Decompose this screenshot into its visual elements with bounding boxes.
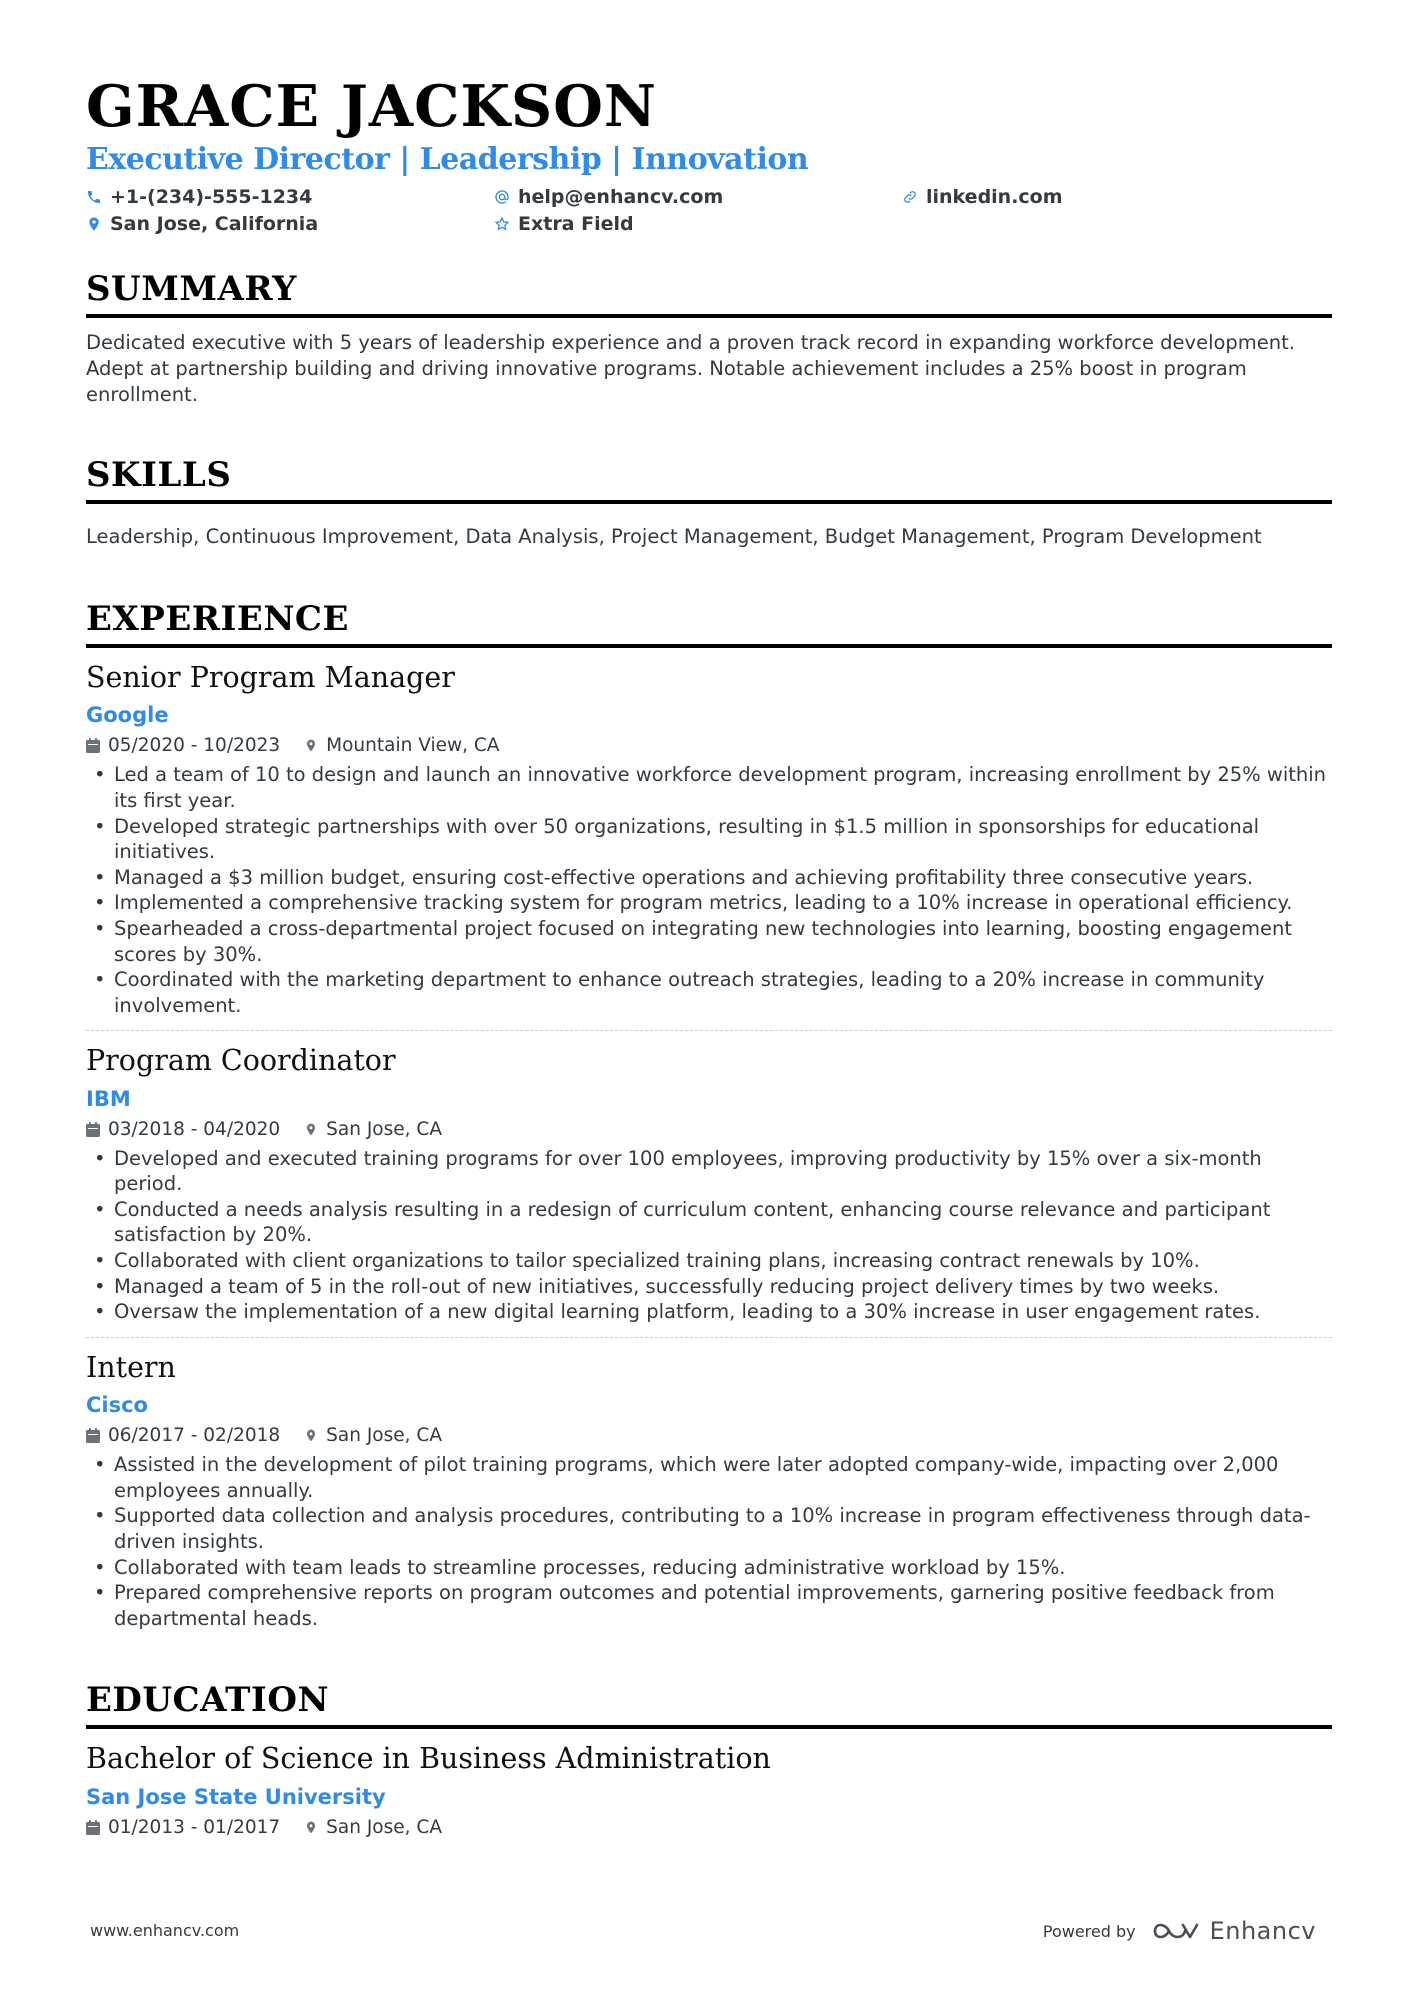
experience-section — [86, 599, 1332, 1631]
link-icon — [902, 189, 918, 205]
job-divider — [86, 1337, 1332, 1338]
job-location — [304, 1425, 442, 1446]
contact-phone[interactable] — [86, 186, 312, 208]
enhancv-logo-icon — [1152, 1919, 1200, 1943]
education-location — [304, 1817, 442, 1838]
job-meta — [86, 1425, 1332, 1446]
calendar-icon — [86, 738, 100, 753]
powered-by-text: Powered by — [1042, 1921, 1136, 1941]
location-pin-icon — [304, 738, 318, 753]
experience-heading: EXPERIENCE — [86, 602, 1332, 648]
bullet-item: • Led a team of 10 to design and launch an innovative workforce development program, increasing enrollment by 25% within its first year. — [86, 762, 1332, 813]
brand-text: Enhancv — [1209, 1917, 1316, 1945]
education-heading: EDUCATION — [86, 1683, 1332, 1729]
education-section — [86, 1680, 1332, 1838]
bullet-item: • Assisted in the development of pilot training programs, which were later adopted company-wide, impacting over 2,000 employees annually. — [86, 1452, 1332, 1503]
job-title: Program Coordinator — [86, 1044, 396, 1078]
degree-title: Bachelor of Science in Business Administration — [86, 1742, 771, 1776]
contact-linkedin[interactable] — [902, 186, 1063, 208]
linkedin-text: linkedin.com — [926, 186, 1063, 208]
bullet-item: • Spearheaded a cross-departmental project focused on integrating new technologies into learning, boosting engagement scores by 30%. — [86, 916, 1332, 967]
company-name[interactable]: IBM — [86, 1086, 131, 1111]
summary-section — [86, 269, 1332, 408]
job-bullets — [86, 1146, 1332, 1325]
location-pin-icon — [304, 1122, 318, 1137]
education-meta — [86, 1817, 1332, 1838]
footer-branding — [1043, 1917, 1316, 1945]
candidate-name: GRACE JACKSON — [86, 73, 657, 140]
job-title: Intern — [86, 1350, 176, 1384]
extra-text: Extra Field — [518, 213, 634, 235]
dates-text: 05/2020 - 10/2023 — [108, 735, 281, 757]
location-pin-icon — [304, 1428, 318, 1443]
dates-text: 03/2018 - 04/2020 — [108, 1118, 281, 1140]
job-entry — [86, 1045, 1332, 1338]
bullet-item: • Developed and executed training programs for over 100 employees, improving productivity by 15% over a six-month period. — [86, 1146, 1332, 1197]
company-name[interactable]: Cisco — [86, 1393, 148, 1418]
job-location — [304, 735, 499, 756]
location-text: San Jose, CA — [326, 1118, 442, 1140]
calendar-icon — [86, 1122, 100, 1137]
star-icon — [494, 216, 510, 232]
job-entry — [86, 662, 1332, 1031]
job-bullets — [86, 762, 1332, 1018]
contact-location — [86, 213, 318, 235]
summary-heading: SUMMARY — [86, 272, 1332, 318]
skills-heading: SKILLS — [86, 458, 1332, 504]
location-text: San Jose, California — [110, 213, 319, 235]
bullet-item: • Developed strategic partnerships with over 50 organizations, resulting in $1.5 million in sponsorships for educational initiatives. — [86, 814, 1332, 865]
job-entry — [86, 1352, 1332, 1632]
at-icon — [494, 189, 510, 205]
bullet-item: • Prepared comprehensive reports on program outcomes and potential improvements, garnering positive feedback from departmental heads. — [86, 1580, 1332, 1631]
contact-info — [86, 182, 1332, 238]
footer-website[interactable]: www.enhancv.com — [90, 1921, 240, 1940]
candidate-headline: Executive Director | Leadership | Innovation — [86, 142, 809, 177]
skills-text: Leadership, Continuous Improvement, Data Analysis, Project Management, Budget Management, Program Development — [86, 525, 1262, 548]
resume-page — [86, 70, 1332, 1838]
page-footer — [90, 1917, 1316, 1947]
phone-text: +1-(234)-555-1234 — [110, 186, 313, 208]
summary-text: Dedicated executive with 5 years of leadership experience and a proven track record in expanding workforce development. Adept at partnership building and driving innovative programs. Notable achievement includes a 25% boost in program enrollment. — [86, 331, 1295, 406]
company-name[interactable]: Google — [86, 703, 169, 728]
email-text: help@enhancv.com — [518, 186, 724, 208]
location-pin-icon — [304, 1820, 318, 1835]
bullet-item: • Collaborated with team leads to streamline processes, reducing administrative workload by 15%. — [86, 1555, 1332, 1581]
bullet-item: • Oversaw the implementation of a new digital learning platform, leading to a 30% increase in user engagement rates. — [86, 1299, 1332, 1325]
job-dates — [86, 735, 280, 756]
job-dates — [86, 1425, 280, 1446]
bullet-item: • Managed a team of 5 in the roll-out of new initiatives, successfully reducing project delivery times by two weeks. — [86, 1274, 1332, 1300]
contact-email[interactable] — [494, 186, 723, 208]
dates-text: 06/2017 - 02/2018 — [108, 1425, 281, 1447]
location-pin-icon — [86, 216, 102, 232]
phone-icon — [86, 189, 102, 205]
job-dates — [86, 1119, 280, 1140]
school-name[interactable]: San Jose State University — [86, 1784, 386, 1809]
job-bullets — [86, 1452, 1332, 1631]
job-meta — [86, 1119, 1332, 1140]
bullet-item: • Implemented a comprehensive tracking system for program metrics, leading to a 10% increase in operational efficiency. — [86, 890, 1332, 916]
job-divider — [86, 1030, 1332, 1031]
bullet-item: • Managed a $3 million budget, ensuring cost-effective operations and achieving profitability three consecutive years. — [86, 865, 1332, 891]
job-meta — [86, 735, 1332, 756]
job-title: Senior Program Manager — [86, 661, 455, 694]
bullet-item: • Collaborated with client organizations to tailor specialized training plans, increasing contract renewals by 10%. — [86, 1248, 1332, 1274]
location-text: San Jose, CA — [326, 1425, 442, 1447]
location-text: Mountain View, CA — [326, 735, 500, 757]
calendar-icon — [86, 1428, 100, 1443]
bullet-item: • Coordinated with the marketing department to enhance outreach strategies, leading to a 20% increase in community involvement. — [86, 967, 1332, 1018]
calendar-icon — [86, 1820, 100, 1835]
skills-section — [86, 455, 1332, 550]
location-text: San Jose, CA — [326, 1816, 442, 1838]
job-location — [304, 1119, 442, 1140]
bullet-item: • Supported data collection and analysis procedures, contributing to a 10% increase in program effectiveness through data-driven insights. — [86, 1503, 1332, 1554]
enhancv-logo[interactable] — [1152, 1917, 1316, 1945]
contact-extra — [494, 213, 634, 235]
dates-text: 01/2013 - 01/2017 — [108, 1816, 281, 1838]
bullet-item: • Conducted a needs analysis resulting in a redesign of curriculum content, enhancing course relevance and participant satisfaction by 20%. — [86, 1197, 1332, 1248]
education-dates — [86, 1817, 280, 1838]
